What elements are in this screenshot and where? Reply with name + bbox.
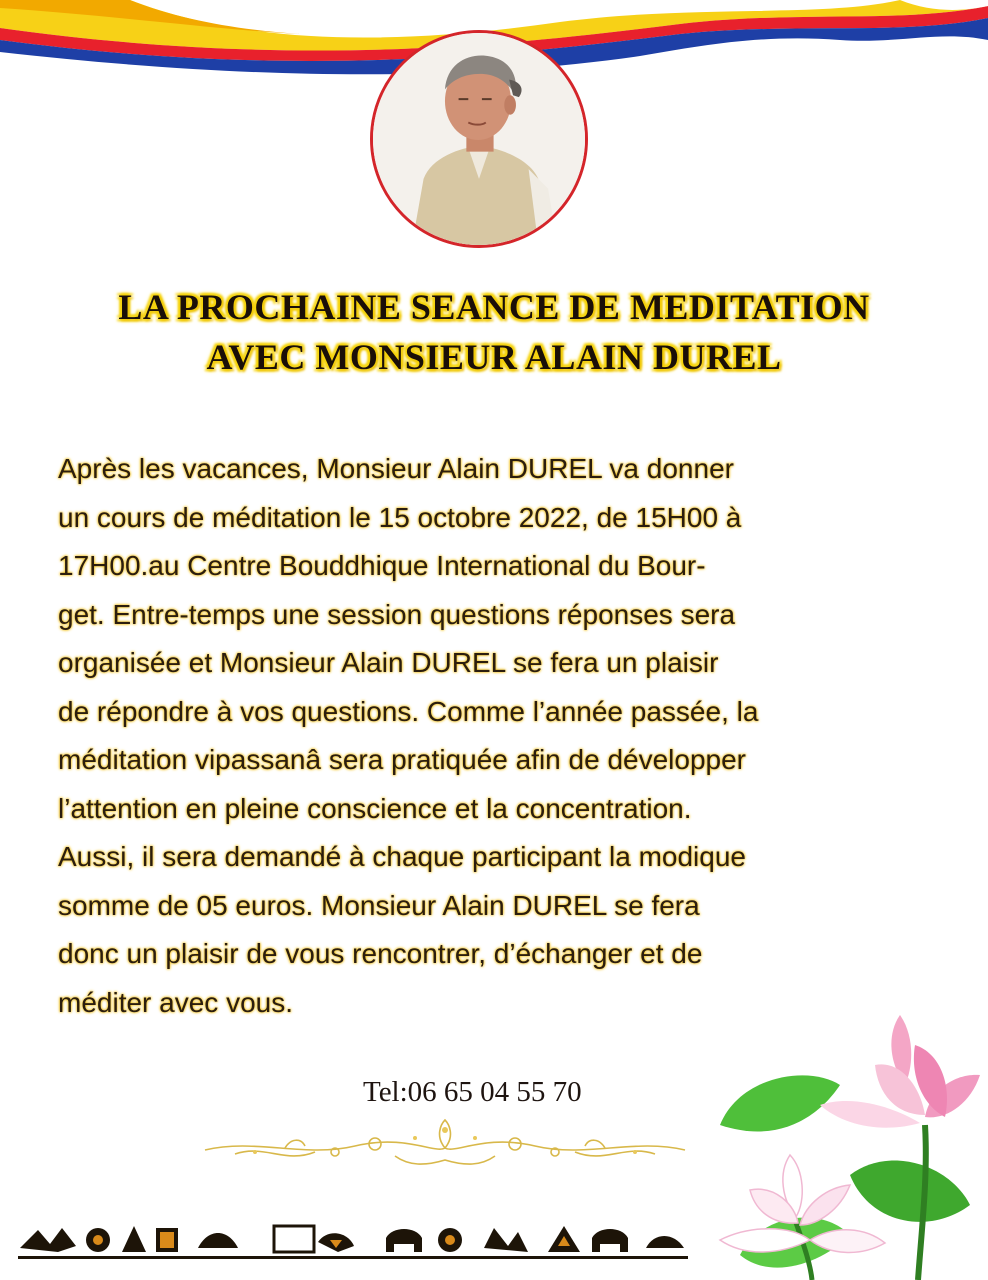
announcement-text: Après les vacances, Monsieur Alain DUREL va donner un cours de méditation le 15 octobre 2022, de 15H00 à 17H00.au Centre Bouddhique International du Bour- get. Entre-temps une session questions réponses sera organisée et Monsieur Alain DUREL se fera un plaisir de répondre à vos questions. Comme l’année passée, la méditation vipassanâ sera pratiquée afin de développer l’attention en pleine conscience et la concentration. Aussi, il sera demandé à chaque participant la modique somme de 05 euros. Monsieur Alain DUREL se fera donc un plaisir de vous rencontrer, d’échanger et de méditer avec vous. (58, 453, 759, 1018)
portrait (370, 30, 588, 248)
page-title (20, 282, 968, 382)
title-line-2: AVEC MONSIEUR ALAIN DUREL (206, 337, 782, 377)
phone-number[interactable]: Tel:06 65 04 55 70 (363, 1076, 582, 1108)
gold-filigree-ornament (195, 1108, 695, 1178)
portrait-illustration (373, 33, 585, 245)
title-line-1: LA PROCHAINE SEANCE DE MEDITATION (118, 287, 870, 327)
decorative-motif-band (18, 1218, 688, 1260)
lotus-flower-illustration (700, 1005, 988, 1280)
